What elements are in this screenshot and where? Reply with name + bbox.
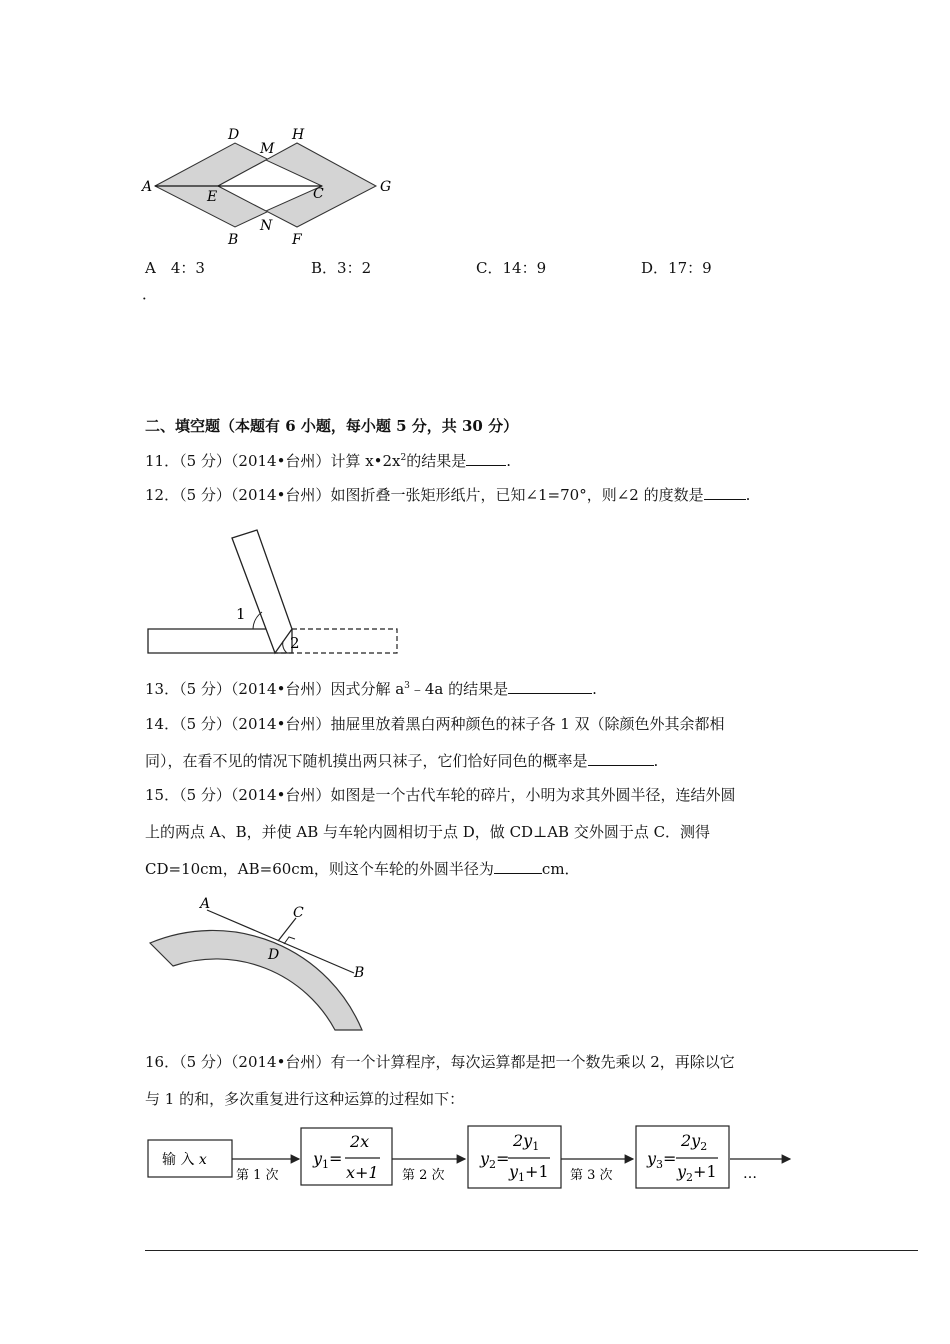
label-f: F — [292, 232, 302, 247]
option-d-sep: ． — [653, 259, 669, 277]
q11-score: （5 分） — [179, 452, 231, 470]
y1-denominator: x+1 — [346, 1163, 379, 1182]
y3-numerator: $2y_2$ — [681, 1131, 708, 1153]
q14-source: （2014•台州） — [230, 715, 331, 733]
q11-num: 11． — [145, 452, 180, 470]
q12-source: （2014•台州） — [230, 486, 331, 504]
q12-score: （5 分） — [179, 486, 231, 504]
q13-text: 因式分解 a — [330, 680, 405, 698]
y2-lhs: $y_2=$ — [480, 1149, 510, 1171]
rhombus-figure — [140, 122, 400, 247]
input-label: 输 入 x — [162, 1152, 207, 1168]
angle-1-label: 1 — [236, 605, 246, 623]
option-c-sep: ． — [487, 259, 503, 277]
q16-score: （5 分） — [179, 1053, 231, 1071]
label-h: H — [292, 127, 305, 143]
step-2-label: 第 2 次 — [402, 1168, 445, 1183]
question-14-line-2 — [145, 751, 658, 771]
option-c-text: 14：9 — [502, 259, 547, 277]
option-d — [641, 258, 712, 278]
option-b-sep: ． — [322, 259, 338, 277]
question-15-line-3 — [145, 859, 580, 879]
right-angle-mark — [284, 937, 295, 944]
q13-source: （2014•台州） — [230, 680, 331, 698]
label-b: B — [228, 232, 239, 247]
fold-figure — [140, 525, 405, 660]
option-a-label: A — [145, 259, 156, 277]
q14-end: . — [653, 752, 659, 770]
q14-score: （5 分） — [179, 715, 231, 733]
label-b: B — [354, 965, 365, 981]
q11-source: （2014•台州） — [230, 452, 331, 470]
q13-end: . — [592, 680, 597, 698]
question-14 — [145, 714, 725, 734]
q14-text-2: 同），在看不见的情况下随机摸出两只袜子，它们恰好同色的概率是 — [145, 752, 588, 770]
q13-text-2: ﹣4a 的结果是 — [409, 680, 509, 698]
y1-numerator: 2x — [350, 1132, 370, 1151]
label-a: A — [142, 179, 153, 195]
option-b-text: 3：2 — [337, 259, 372, 277]
option-d-text: 17：9 — [668, 259, 712, 277]
q14-text: 抽屉里放着黑白两种颜色的袜子各 1 双（除颜色外其余都相 — [330, 715, 725, 733]
q15-num: 15． — [145, 786, 180, 804]
footer-rule — [145, 1250, 918, 1251]
answer-blank — [704, 485, 746, 500]
q11-text-2: 的结果是 — [406, 452, 467, 470]
q11-text: 计算 x•2x — [330, 452, 401, 470]
wheel-ring — [150, 930, 365, 1030]
answer-blank — [494, 859, 542, 874]
step-3-label: 第 3 次 — [570, 1168, 613, 1183]
label-d: D — [268, 947, 280, 963]
ellipsis: … — [743, 1166, 757, 1182]
option-d-label: D — [641, 259, 654, 277]
question-11 — [145, 451, 511, 471]
q12-text: 如图折叠一张矩形纸片，已知∠1=70°，则∠2 的度数是 — [330, 486, 704, 504]
stray-dot: ． — [142, 285, 158, 303]
answer-blank — [466, 451, 506, 466]
label-e: E — [207, 189, 218, 205]
y3-lhs: $y_3=$ — [647, 1149, 677, 1171]
q15-unit: cm． — [541, 860, 580, 878]
label-d: D — [228, 127, 240, 143]
question-13 — [145, 679, 597, 699]
question-16-line-2 — [145, 1089, 464, 1109]
y2-denominator: $y_1+1$ — [509, 1162, 549, 1184]
label-m: M — [260, 141, 275, 157]
q16-text: 有一个计算程序，每次运算都是把一个数先乘以 2，再除以它 — [330, 1053, 735, 1071]
q14-num: 14． — [145, 715, 180, 733]
q15-source: （2014•台州） — [230, 786, 331, 804]
option-b-label: B — [311, 259, 323, 277]
label-a: A — [200, 896, 211, 912]
y2-numerator: $2y_1$ — [513, 1131, 540, 1153]
q16-text-2: 与 1 的和，多次重复进行这种运算的过程如下： — [145, 1090, 465, 1108]
q15-text-3: CD=10cm，AB=60cm，则这个车轮的外圆半径为 — [145, 860, 494, 878]
y1-lhs: $y_1=$ — [313, 1149, 343, 1171]
q12-num: 12． — [145, 486, 180, 504]
q11-exponent: 2 — [400, 453, 407, 463]
label-c: C — [293, 905, 304, 921]
segment-cd — [278, 918, 296, 941]
q16-num: 16． — [145, 1053, 180, 1071]
step-1-label: 第 1 次 — [236, 1168, 279, 1183]
label-g: G — [380, 179, 392, 195]
section-heading: 二、填空题（本题有 6 小题，每小题 5 分，共 30 分） — [145, 417, 519, 435]
q15-text: 如图是一个古代车轮的碎片，小明为求其外圆半径，连结外圆 — [330, 786, 736, 804]
question-16 — [145, 1052, 735, 1072]
question-12 — [145, 485, 750, 505]
q13-score: （5 分） — [179, 680, 231, 698]
q16-source: （2014•台州） — [230, 1053, 331, 1071]
answer-blank — [508, 679, 592, 694]
q11-end: . — [506, 452, 512, 470]
question-15 — [145, 785, 735, 805]
q13-num: 13． — [145, 680, 180, 698]
answer-blank — [588, 751, 654, 766]
option-a — [145, 258, 205, 278]
option-c-label: C — [476, 259, 488, 277]
y3-denominator: $y_2+1$ — [677, 1162, 717, 1184]
label-c: C — [313, 186, 324, 202]
q13-exponent: 3 — [404, 681, 410, 691]
option-a-sep — [156, 259, 171, 277]
flow-diagram — [140, 1120, 800, 1200]
q12-end: . — [745, 486, 751, 504]
q15-text-2: 上的两点 A、B，并使 AB 与车轮内圆相切于点 D，做 CD⊥AB 交外圆于点 C．测得 — [145, 823, 711, 841]
angle-2-label: 2 — [290, 634, 300, 652]
option-c — [476, 258, 546, 278]
wheel-figure — [140, 893, 375, 1038]
q15-score: （5 分） — [179, 786, 231, 804]
option-a-text: 4：3 — [170, 259, 205, 277]
label-n: N — [260, 218, 273, 234]
question-15-line-2 — [145, 822, 710, 842]
option-b — [311, 258, 371, 278]
